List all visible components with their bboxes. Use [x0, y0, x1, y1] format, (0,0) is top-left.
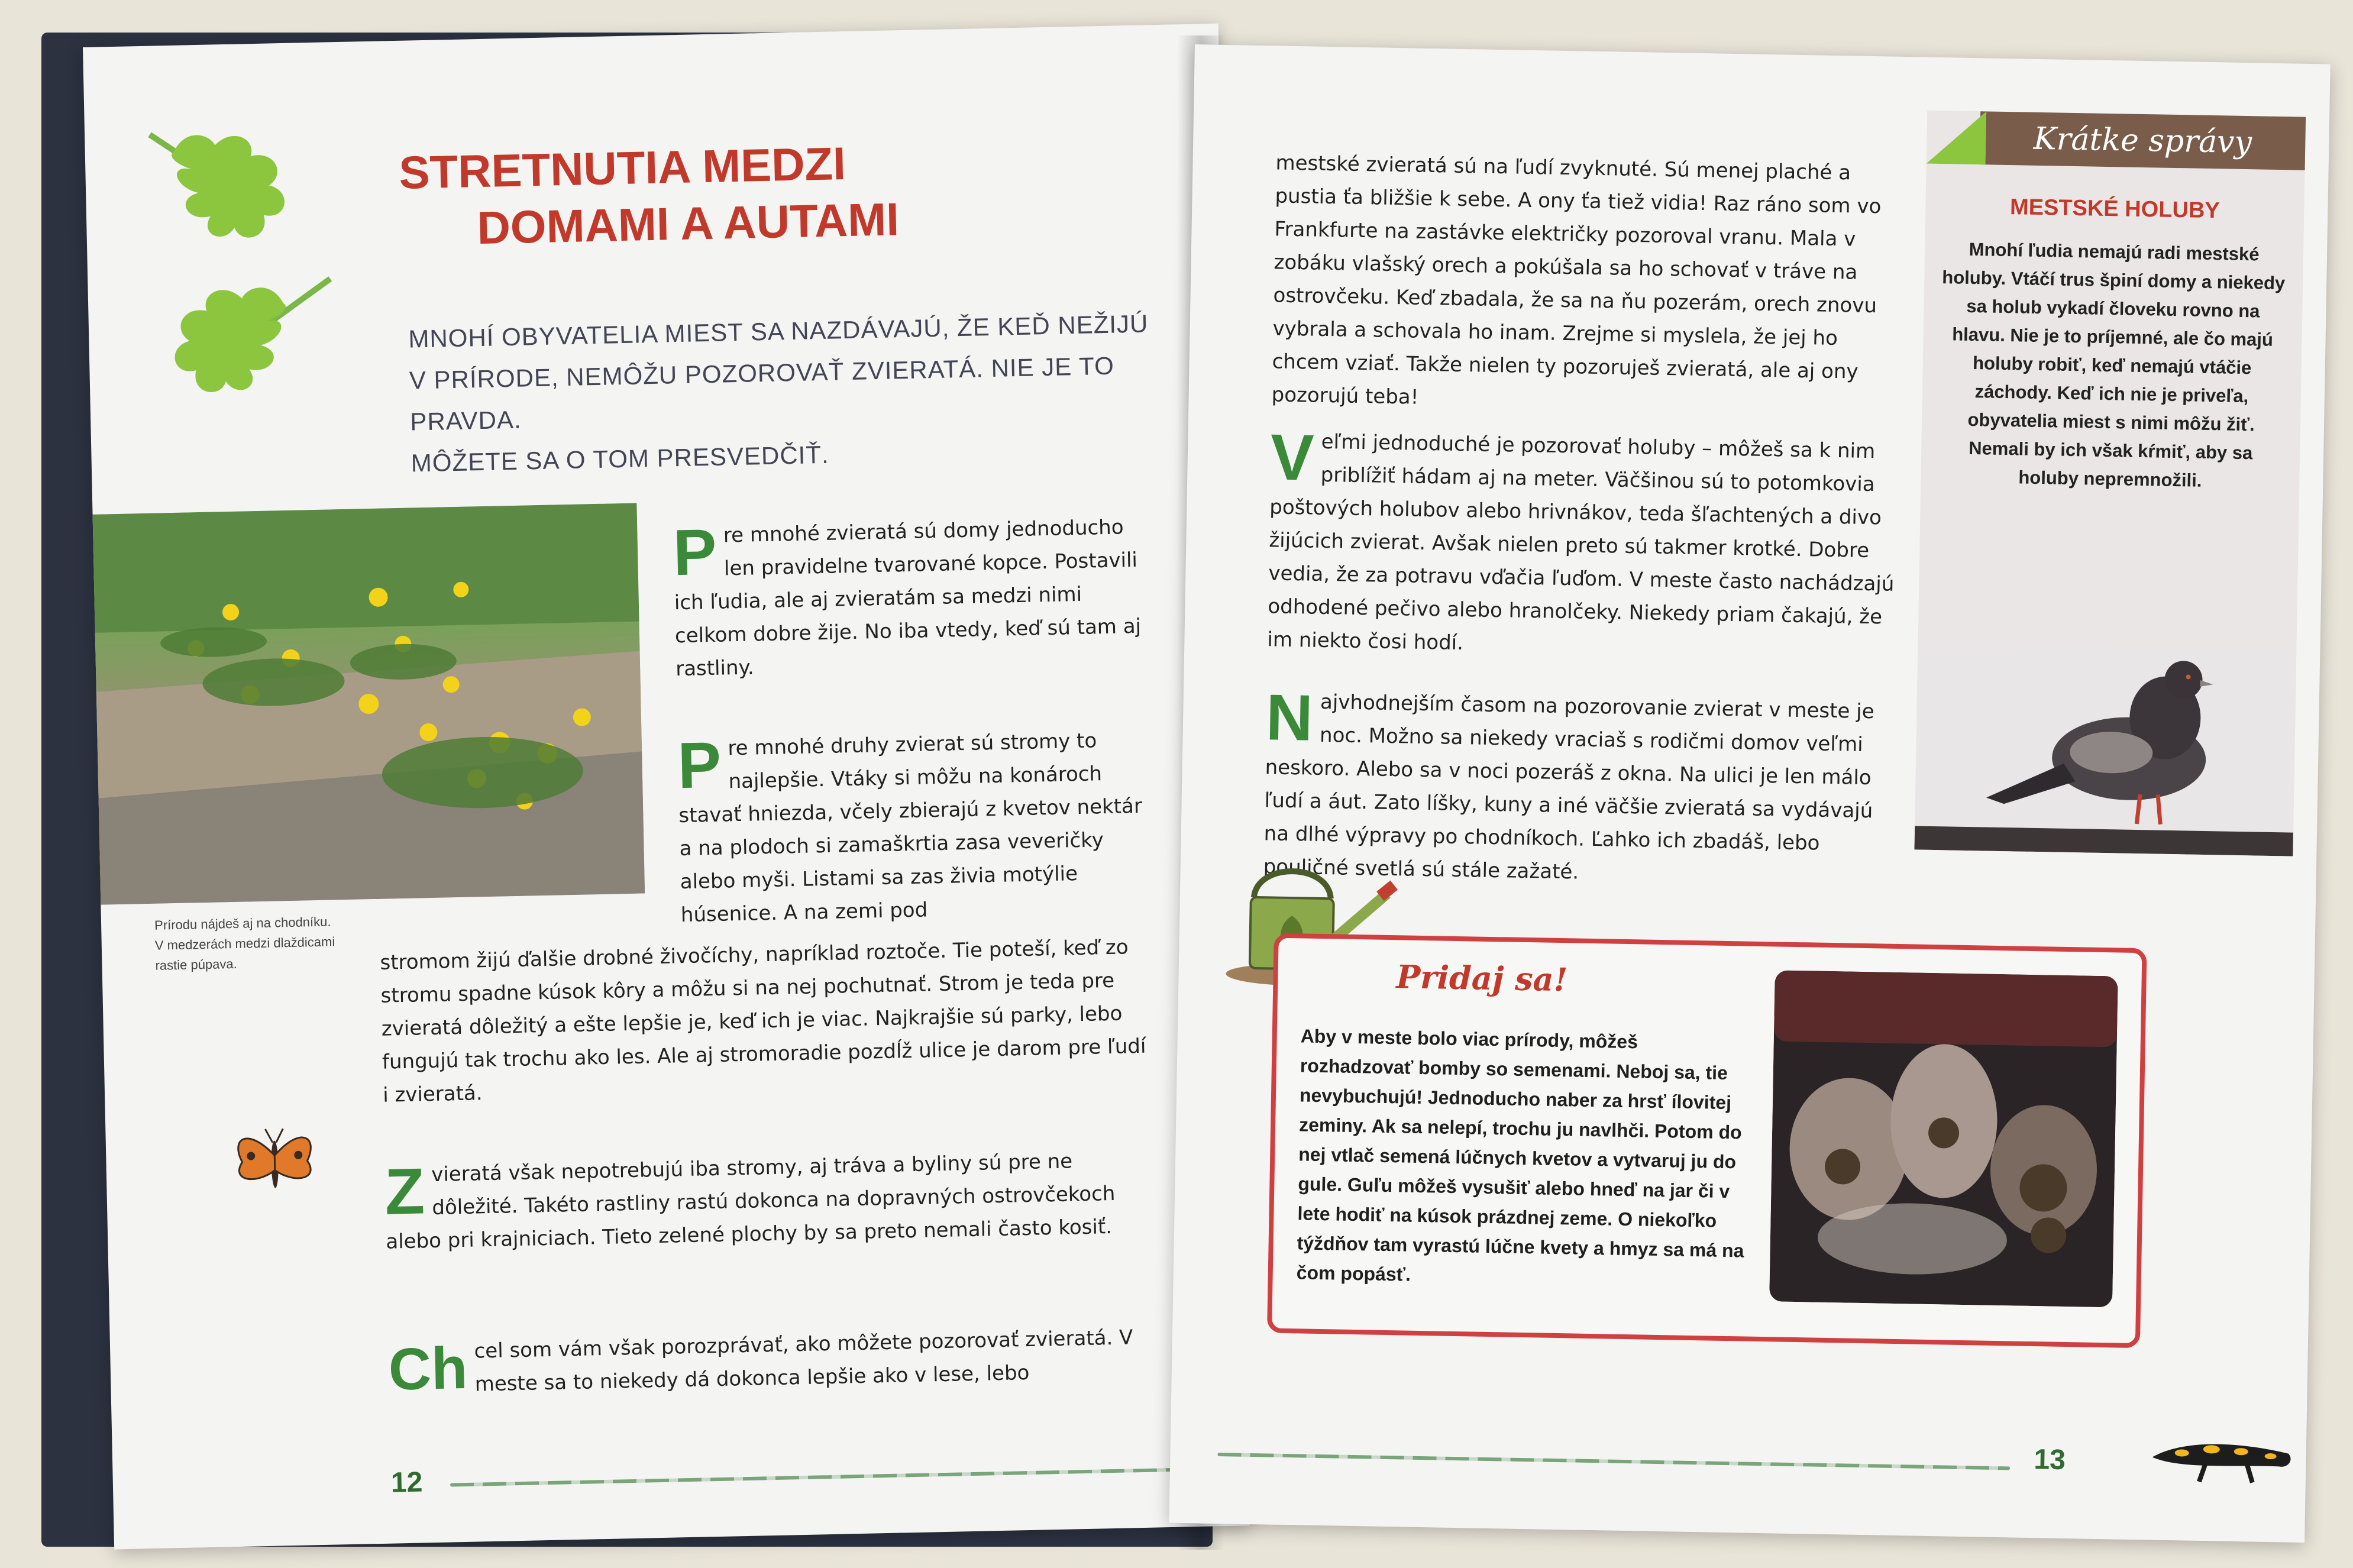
- page-title: [399, 131, 1052, 258]
- drop-cap: Z: [384, 1155, 426, 1228]
- paragraph-text: vieratá však nepotrebujú iba stromy, aj tráva a byliny sú pre ne dôležité. Takéto rastliny rastú dokonca na dopravných ostrovčekoch alebo pri krajniciach. Tieto zelené plochy by sa preto nemali často kosiť.: [385, 1149, 1116, 1254]
- drop-cap: Ch: [387, 1334, 468, 1403]
- lead-paragraph: [408, 302, 1204, 484]
- paragraph-2: [677, 723, 1148, 932]
- box-text: Aby v meste bolo viac prírody, môžeš rozhadzovať bomby so semenami. Neboj sa, tie nevybuchujú! Jednoducho naber za hrsť ílovitej zeminy. Ak sa nelepí, trochu ju navlhči. Potom do nej vtlač semená lúčnych kvetov a vytvaruj ju do gule. Guľu môžeš vysušiť alebo hneď na jar či v lete hodiť na kúsok prázdnej zeme. O niekoľko týždňov tam vyrastú lúčne kvety a hmyz sa má na čom popásť.: [1296, 1025, 1744, 1285]
- grass-divider: [1217, 1453, 2010, 1470]
- drop-cap: P: [677, 728, 722, 803]
- dandelion-photo-art: [93, 503, 645, 905]
- title-line-2: DOMAMI A AUTAMI: [476, 193, 900, 254]
- paragraph-text: eľmi jednoduché je pozorovať holuby – môžeš sa k nim priblížiť hádam aj na meter. Väčšinou sú to potomkovia poštových holubov alebo hrivnákov, teda šľachtených a divo žijúcich zvierat. Avšak nielen preto sú takmer krotké. Dobre vedia, že za potravu vďačia ľuďom. V meste často nachádzajú odhodené pečivo alebo hranolčeky. Niekedy priam čakajú, že im niekto čosi hodí.: [1267, 429, 1895, 655]
- drop-cap: P: [672, 515, 717, 590]
- sidebar-header: Krátke správy: [1980, 111, 2306, 170]
- right-page: [1169, 44, 2330, 1543]
- page-number: 12: [390, 1466, 423, 1499]
- sidebar-title: MESTSKÉ HOLUBY: [2009, 195, 2221, 224]
- title-line-1: STRETNUTIA MEDZI: [398, 137, 846, 199]
- caption-line: Prírodu nájdeš aj na chodníku.: [154, 914, 331, 933]
- paragraph-2-continued: [380, 930, 1152, 1112]
- paragraph-4: [388, 1320, 1158, 1402]
- lead-line: MNOHÍ OBYVATELIA MIEST SA NAZDÁVAJÚ, ŽE KEĎ NEŽIJÚ: [408, 309, 1149, 353]
- salamander-icon: [2146, 1421, 2301, 1489]
- grass-divider: [450, 1467, 1219, 1486]
- paragraph-text: stromom žijú ďalšie drobné živočíchy, napríklad roztoče. Tie poteší, keď zo stromu spadne kúsok kôry a môžu si na nej pochutnať. Strom je teda pre zvieratá dôležitý a ešte lepšie je, keď ich je viac. Najkrajšie sú parky, lebo fungujú tak trochu ako les. Ale aj stromoradie pozdĺž ulice je darom pre ľudí i zvieratá.: [380, 935, 1146, 1107]
- pigeon-photo: [1914, 642, 2296, 856]
- box-title: Pridaj sa!: [1395, 958, 1568, 999]
- green-flag-icon: [1927, 111, 1987, 165]
- paragraph-text: ajvhodnejším časom na pozorovanie zvierat v meste je noc. Možno sa niekedy vraciaš s rodičmi domov veľmi neskoro. Alebo sa v noci pozeráš z okna. Na ulici je len málo ľudí a áut. Zato líšky, kuny a iné väčšie zvieratá sa vydávajú na dlhé výpravy po chodníkoch. Ľahko ich zbadáš, lebo pouličné svetlá sú stále zažaté.: [1263, 690, 1874, 884]
- caption-line: V medzerách medzi dlaždicami: [154, 934, 335, 953]
- paragraph-text: mestské zvieratá sú na ľudí zvyknuté. Sú menej plaché a pustia ťa bližšie k sebe. A ony ťa tiež vidia! Raz ráno som vo Frankfurte na zastávke električky pozoroval vranu. Mala v zobáku vlašský orech a pokúšala sa ho schovať v tráve na ostrovčeku. Keď zbadala, že sa na ňu pozerám, orech znovu vybrala a schovala ho inam. Zrejme si myslela, že jej ho chcem vziať. Takže nielen ty pozoruješ zvieratá, ale aj ony pozorujú teba!: [1271, 151, 1882, 409]
- paragraph-1: [673, 510, 1143, 686]
- paragraph-text: re mnohé zvieratá sú domy jednoducho len pravidelne tvarované kopce. Postavili ich ľudia, ale aj zvieratám sa medzi nimi celkom dobre žije. No iba vtedy, keď sú tam aj rastliny.: [674, 515, 1142, 681]
- drop-cap: N: [1265, 681, 1314, 755]
- oak-leaf-icon: [138, 119, 318, 253]
- hands-seed-bombs-photo: [1769, 970, 2118, 1307]
- paragraph-text: re mnohé druhy zvierat sú stromy to najlepšie. Vtáky si môžu na konároch stavať hniezda, včely zbierajú z kvetov nektár a na plodoch si zamaškrtia zasa veveričky alebo myši. Listami sa zas živia motýlie húsenice. A na zemi pod: [678, 729, 1143, 927]
- paragraph-continued: [1271, 146, 1903, 422]
- paragraph-3: [384, 1143, 1155, 1259]
- join-in-box: [1267, 933, 2147, 1349]
- drop-cap: V: [1269, 421, 1315, 494]
- page-number: 13: [2033, 1444, 2066, 1476]
- dandelion-photo: [93, 503, 645, 905]
- sidebar-text: Mnohí ľudia nemajú radi mestské holuby. Vtáčí trus špiní domy a niekedy sa holub vykadí človeku rovno na hlavu. Nie je to príjemné, ale čo majú holuby robiť, keď nemajú vtáčie záchody. Keď ich nie je priveľa, obyvatelia miest s nimi môžu žiť. Nemali by ich však kŕmiť, aby sa holuby nepremnožili.: [1942, 238, 2286, 491]
- paragraph-pigeons: [1267, 421, 1898, 667]
- paragraph-text: cel som vám však porozprávať, ako môžete pozorovať zvieratá. V meste sa to niekedy dá dokonca lepšie ako v lese, lebo: [474, 1325, 1133, 1396]
- left-page: [83, 24, 1250, 1550]
- sidebar-short-news: [1914, 111, 2306, 856]
- butterfly-icon: [224, 1113, 326, 1210]
- paragraph-night: [1263, 681, 1893, 894]
- caption-line: rastie púpava.: [155, 956, 237, 973]
- photo-caption: [154, 910, 392, 975]
- lead-line: MÔŽETE SA O TOM PRESVEDČIŤ.: [411, 440, 830, 477]
- oak-leaf-icon: [164, 267, 345, 406]
- lead-line: V PRÍRODE, NEMÔŽU POZOROVAŤ ZVIERATÁ. NIE JE TO PRAVDA.: [409, 351, 1115, 436]
